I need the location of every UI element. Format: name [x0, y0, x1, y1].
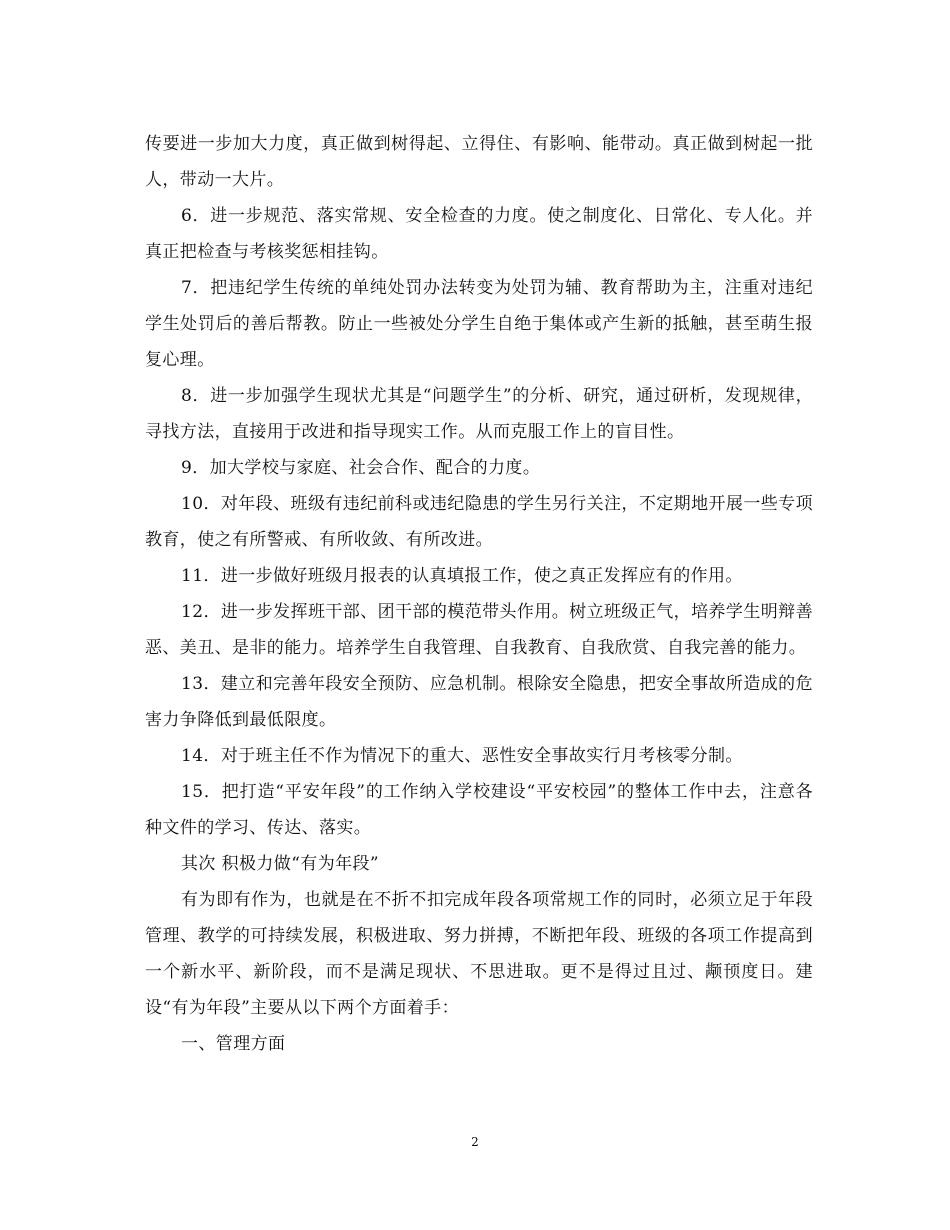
body-paragraph: 6．进一步规范、落实常规、安全检查的力度。使之制度化、日常化、专人化。并真正把检查与考核奖惩相挂钩。	[145, 206, 813, 262]
body-paragraph: 12．进一步发挥班干部、团干部的模范带头作用。树立班级正气，培养学生明辩善恶、美丑、是非的能力。培养学生自我管理、自我教育、自我欣赏、自我完善的能力。	[145, 602, 813, 658]
body-paragraph: 有为即有作为，也就是在不折不扣完成年段各项常规工作的同时，必须立足于年段管理、教学的可持续发展，积极进取、努力拼搏，不断把年段、班级的各项工作提高到一个新水平、新阶段，而不是满足现状、不思进取。更不是得过且过、颟顸度日。建设“有为年段”主要从以下两个方面着手：	[145, 890, 813, 1018]
body-paragraph: 其次 积极力做“有为年段”	[181, 854, 379, 874]
body-paragraph: 传要进一步加大力度，真正做到树得起、立得住、有影响、能带动。真正做到树起一批人，带动一大片。	[145, 134, 813, 190]
body-paragraph: 14．对于班主任不作为情况下的重大、恶性安全事故实行月考核零分制。	[181, 746, 743, 766]
body-paragraph: 15．把打造“平安年段”的工作纳入学校建设“平安校园”的整体工作中去，注意各种文件的学习、传达、落实。	[145, 782, 813, 838]
page-number: 2	[471, 1135, 479, 1149]
body-paragraph: 7．把违纪学生传统的单纯处罚办法转变为处罚为辅、教育帮助为主，注重对违纪学生处罚后的善后帮教。防止一些被处分学生自绝于集体或产生新的抵触，甚至萌生报复心理。	[145, 278, 813, 370]
body-paragraph: 9．加大学校与家庭、社会合作、配合的力度。	[181, 458, 541, 478]
body-paragraph: 11．进一步做好班级月报表的认真填报工作，使之真正发挥应有的作用。	[181, 566, 743, 586]
body-paragraph: 8．进一步加强学生现状尤其是“问题学生”的分析、研究，通过研析，发现规律，寻找方法，直接用于改进和指导现实工作。从而克服工作上的盲目性。	[145, 386, 813, 442]
body-paragraph: 10．对年段、班级有违纪前科或违纪隐患的学生另行关注，不定期地开展一些专项教育，使之有所警戒、有所收敛、有所改进。	[145, 494, 813, 550]
body-paragraph: 13．建立和完善年段安全预防、应急机制。根除安全隐患，把安全事故所造成的危害力争降低到最低限度。	[145, 674, 813, 730]
body-paragraph: 一、管理方面	[181, 1034, 286, 1054]
document-body	[145, 126, 813, 1062]
